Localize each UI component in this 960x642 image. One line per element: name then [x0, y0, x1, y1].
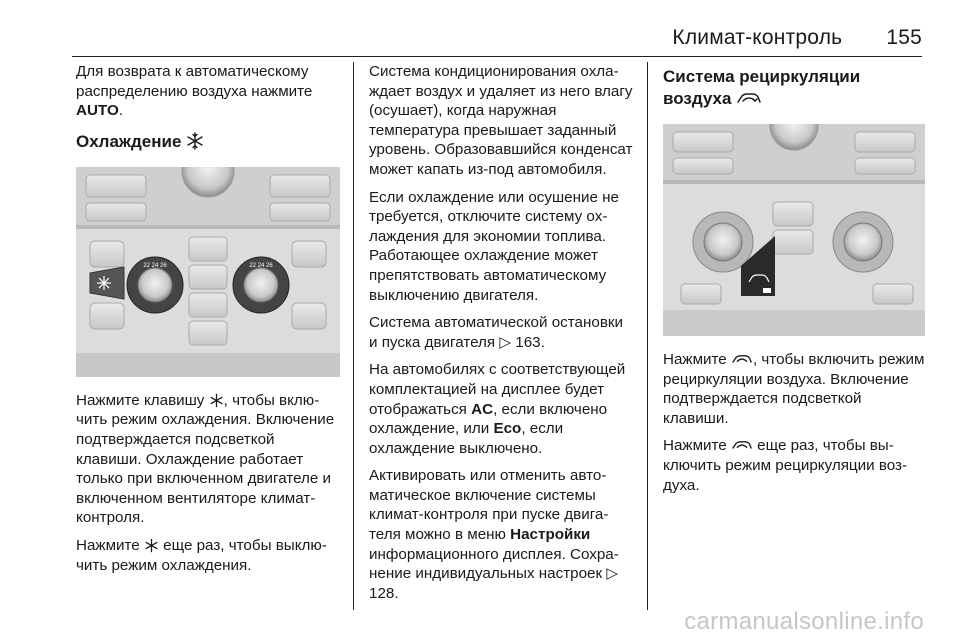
cooling-off-paragraph: Нажмите еще раз, чтобы выключить режим охлаждения. — [76, 536, 327, 574]
page-number: 155 — [886, 26, 922, 49]
climate-panel-photo-recirculation — [663, 124, 925, 336]
recirculation-icon — [736, 91, 762, 107]
left-knob-scale-label: 22 24 26 — [143, 262, 167, 269]
ac-indicator-label: AC — [471, 400, 494, 418]
column-3 — [663, 62, 927, 503]
snowflake-icon — [209, 393, 224, 408]
recirculation-icon — [731, 439, 753, 453]
right-knob-scale-label: 22 24 26 — [249, 262, 273, 269]
recirculation-icon — [731, 353, 753, 367]
column-divider-1 — [353, 62, 354, 610]
page-ref-icon: ▷ — [499, 333, 512, 351]
ac-description-paragraph: Система кондиционирования охлаждает воздух и удаляет из него влагу (осушает), когда наружная температура превышает заданный уровень. Образовавшийся конденсат может капать из-под автомобиля. — [369, 63, 633, 178]
header-rule — [72, 56, 922, 57]
watermark: carmanualsonline.info — [684, 608, 924, 635]
column-2 — [369, 62, 633, 611]
auto-button-label: AUTO — [76, 102, 119, 120]
page-ref-icon: ▷ — [606, 565, 619, 583]
page-header — [672, 26, 922, 50]
recirculation-off-paragraph: Нажмите еще раз, чтобы выключить режим рециркуляции воздуха. — [663, 437, 908, 494]
settings-menu-label: Настройки — [510, 526, 591, 544]
climate-panel-photo-cooling — [76, 167, 340, 377]
snowflake-icon — [144, 538, 159, 553]
page-ref-link[interactable]: 128 — [369, 584, 395, 602]
snowflake-icon — [186, 132, 204, 150]
recirculation-heading: Система рециркуляции воздуха — [663, 67, 861, 108]
auto-paragraph: Для возврата к автоматическому распределению воздуха нажмите AUTO. — [76, 63, 313, 120]
column-1 — [76, 62, 340, 583]
cooling-heading: Охлаждение — [76, 131, 340, 153]
eco-indicator-label: Eco — [493, 420, 522, 438]
cooling-on-paragraph: Нажмите клавишу , чтобы включить режим охлаждения. Включение подтверждается подсветкой клавиши. Охлаждение работает только при включенном двигателе и включенном вентиляторе климат-контроля. — [76, 391, 335, 527]
display-indicator-paragraph: На автомобилях с соответствующей комплектацией на дисплее будет отображаться AC, если включено охлаждение, или Eco, если охлаждение выключено. — [369, 361, 626, 457]
page-ref-link[interactable]: 163 — [515, 333, 541, 351]
settings-menu-paragraph: Активировать или отменить автоматическое включение системы климат-контроля при пуске двигателя можно в меню Настройки информационного дисплея. Сохранение индивидуальных настроек ▷ 128. — [369, 467, 619, 602]
column-divider-2 — [647, 62, 648, 610]
stop-start-reference: Система автоматической остановки и пуска двигателя ▷ 163. — [369, 314, 624, 351]
recirculation-on-paragraph: Нажмите , чтобы включить режим рециркуляции воздуха. Включение подтверждается подсветкой клавиши. — [663, 351, 925, 427]
page-title: Климат-контроль — [672, 26, 843, 49]
fuel-saving-paragraph: Если охлаждение или осушение не требуется, отключите систему охлаждения для экономии топлива. Работающее охлаждение может препятствовать автоматическому выключению двигателя. — [369, 188, 619, 304]
